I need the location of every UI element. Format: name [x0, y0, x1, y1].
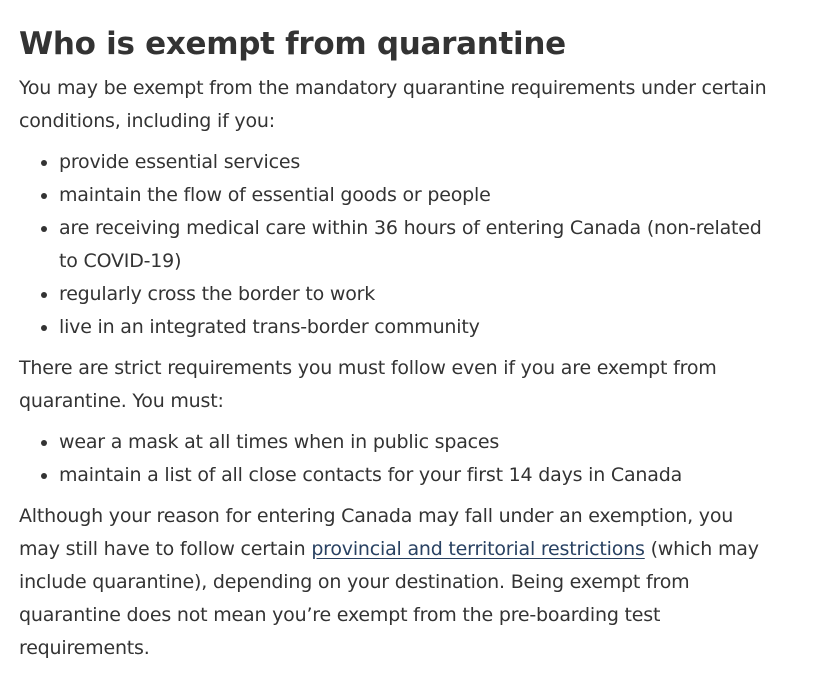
closing-paragraph [19, 500, 779, 665]
exemptions-list [19, 146, 779, 344]
list-item: • maintain a list of all close contacts for your first 14 days in Canada [59, 459, 779, 492]
requirements-list [19, 426, 779, 492]
requirements-intro: There are strict requirements you must follow even if you are exempt from quarantine. You must: [19, 357, 717, 412]
closing-text-before-link: Although your reason for entering Canada may fall under an exemption, you may still have to follow certain [19, 505, 734, 560]
provincial-restrictions-link[interactable]: provincial and territorial restrictions [311, 538, 645, 560]
list-item: • regularly cross the border to work [59, 278, 779, 311]
list-item: • live in an integrated trans-border community [59, 311, 779, 344]
closing-text-after-link: (which may include quarantine), depending on your destination. Being exempt from quarantine does not mean you’re exempt from the pre-boarding test requirements. [19, 538, 759, 659]
list-item: • are receiving medical care within 36 hours of entering Canada (non-related to COVID-19) [59, 212, 779, 278]
list-item: • maintain the flow of essential goods or people [59, 179, 779, 212]
list-item: • wear a mask at all times when in public spaces [59, 426, 779, 459]
page-heading: Who is exempt from quarantine [19, 26, 566, 62]
list-item: • provide essential services [59, 146, 779, 179]
exemptions-intro: You may be exempt from the mandatory quarantine requirements under certain conditions, including if you: [19, 77, 767, 132]
